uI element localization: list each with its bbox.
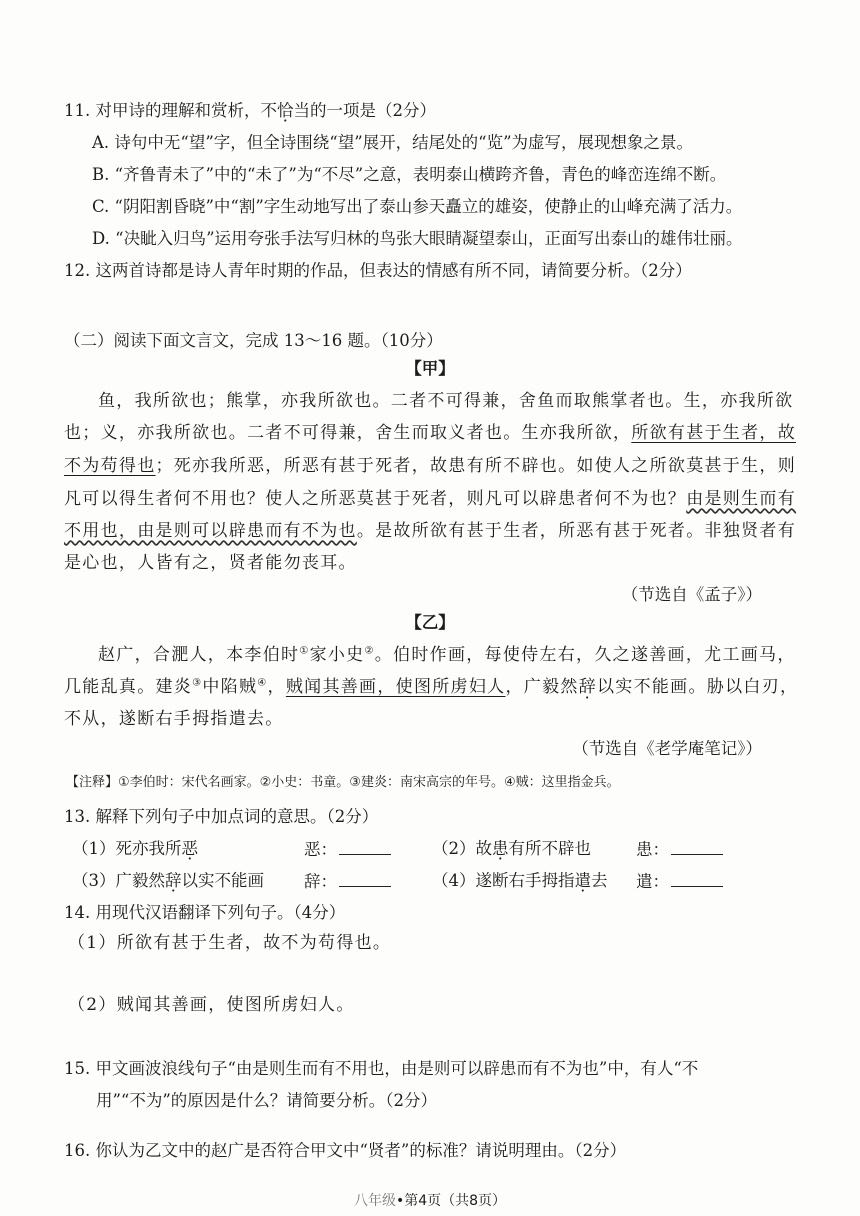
emphasis-dotted: 辞 (165, 871, 182, 890)
emphasis-dotted: 遣 (574, 871, 591, 890)
yi-source: （节选自《老学庵笔记》） (572, 739, 762, 758)
jia-line-5: 不用也，由是则可以辟患而有不为也。是故所欲有甚于生者，所恶有甚于死者。非独贤者有 (64, 521, 797, 541)
annotation-note: 【注释】①李伯时：宋代名画家。②小史：书童。③建炎：南宋高宗的年号。④贼：这里指金兵。 (66, 775, 620, 790)
page-footer: 八年级•第4页（共8页） (353, 1193, 507, 1209)
q13-answer-3: 辞： (304, 870, 391, 893)
emphasis-dotted: 辞 (578, 677, 597, 697)
wavy-sentence-end: 不用也，由是则可以辟患而有不为也 (64, 521, 357, 541)
q14-sentence-2: （2）贼闻其善画，使图所虏妇人。 (68, 995, 355, 1015)
q13-answer-4: 遣： (636, 870, 723, 893)
q11-stem: 11. 对甲诗的理解和赏析，不恰当的一项是（2分） (64, 101, 436, 120)
q13-item-2: （2）故患有所不辟也 (432, 839, 591, 858)
yi-title: 【乙】 (405, 613, 455, 632)
section-heading: （二）阅读下面文言文，完成 13～16 题。（10分） (64, 331, 443, 350)
q11-option-b: B. “齐鲁青未了”中的“未了”为“不尽”之意，表明泰山横跨齐鲁，青色的峰峦连绵不断。 (92, 165, 727, 184)
jia-line-6: 是心也，人皆有之，贤者能勿丧耳。 (64, 553, 357, 573)
q15-line-2: 用”“不为”的原因是什么？请简要分析。（2分） (96, 1091, 438, 1110)
answer-blank[interactable] (339, 870, 391, 887)
note-marker-2: ② (364, 645, 375, 657)
yi-line-3: 不从，遂断右手拇指遣去。 (64, 709, 284, 729)
q14-sentence-1: （1）所欲有甚于生者，故不为苟得也。 (68, 933, 392, 953)
note-marker-4: ④ (257, 677, 268, 689)
q12-stem: 12. 这两首诗都是诗人青年时期的作品，但表达的情感有所不同，请简要分析。（2分） (64, 261, 692, 280)
answer-blank[interactable] (671, 838, 723, 855)
q13-item-3: （3）广毅然辞以实不能画 (72, 871, 264, 890)
jia-line-2: 也；义，亦我所欲也。二者不可得兼，舍生而取义者也。生亦我所欲，所欲有甚于生者，故 (64, 423, 797, 443)
jia-line-1: 鱼，我所欲也；熊掌，亦我所欲也。二者不可得兼，舍鱼而取熊掌者也。生，亦我所欲 (98, 391, 794, 411)
emphasis-dotted: 患 (492, 839, 509, 858)
underlined-sentence-yi: 贼闻其善画，使图所虏妇人 (285, 677, 506, 697)
footer-grade: 八年级 (353, 1193, 396, 1209)
q11-option-d: D. “决眦入归鸟”运用夸张手法写归林的鸟张大眼睛凝望泰山，正面写出泰山的雄伟壮丽。 (92, 229, 743, 248)
yi-line-1: 赵广，合淝人，本李伯时①家小史②。伯时作画，每使侍左右，久之遂善画，尤工画马， (98, 645, 796, 665)
q16-stem: 16. 你认为乙文中的赵广是否符合甲文中“贤者”的标准？请说明理由。（2分） (64, 1141, 627, 1160)
note-marker-1: ① (299, 645, 310, 657)
jia-source: （节选自《孟子》） (621, 585, 762, 604)
q11-option-a: A. 诗句中无“望”字，但全诗围绕“望”展开，结尾处的“览”为虚写，展现想象之景。 (92, 133, 694, 152)
q13-stem: 13. 解释下列句子中加点词的意思。（2分） (64, 807, 379, 826)
jia-line-3: 不为苟得也；死亦我所恶，所恶有甚于死者，故患有所不辟也。如使人之所欲莫甚于生，则 (64, 456, 796, 476)
answer-blank[interactable] (339, 838, 391, 855)
underlined-sentence-end: 不为苟得也 (64, 456, 156, 476)
q13-answer-1: 恶： (304, 838, 391, 861)
q13-answer-2: 患： (636, 838, 723, 861)
jia-line-4: 凡可以得生者何不用也？使人之所恶莫甚于死者，则凡可以辟患者何不为也？由是则生而有 (64, 489, 797, 509)
yi-line-2: 几能乱真。建炎③中陷贼④，贼闻其善画，使图所虏妇人，广毅然辞以实不能画。胁以白刃， (64, 677, 799, 697)
wavy-sentence: 由是则生而有 (686, 489, 797, 509)
emphasis-dotted: 不恰当 (260, 101, 310, 120)
q13-item-4: （4）遂断右手拇指遣去 (432, 871, 608, 890)
q13-item-1: （1）死亦我所恶 (72, 839, 198, 858)
q11-option-c: C. “阴阳割昏晓”中“割”字生动地写出了泰山参天矗立的雄姿，使静止的山峰充满了活力。 (92, 197, 743, 216)
q15-line-1: 15. 甲文画波浪线句子“由是则生而有不用也，由是则可以辟患而有不为也”中，有人“不 (64, 1059, 699, 1078)
underlined-sentence: 所欲有甚于生者，故 (631, 423, 797, 443)
emphasis-dotted: 恶 (181, 839, 198, 858)
jia-title: 【甲】 (405, 359, 455, 378)
answer-blank[interactable] (671, 870, 723, 887)
q14-stem: 14. 用现代汉语翻译下列句子。（4分） (64, 903, 346, 922)
note-marker-3: ③ (192, 677, 203, 689)
